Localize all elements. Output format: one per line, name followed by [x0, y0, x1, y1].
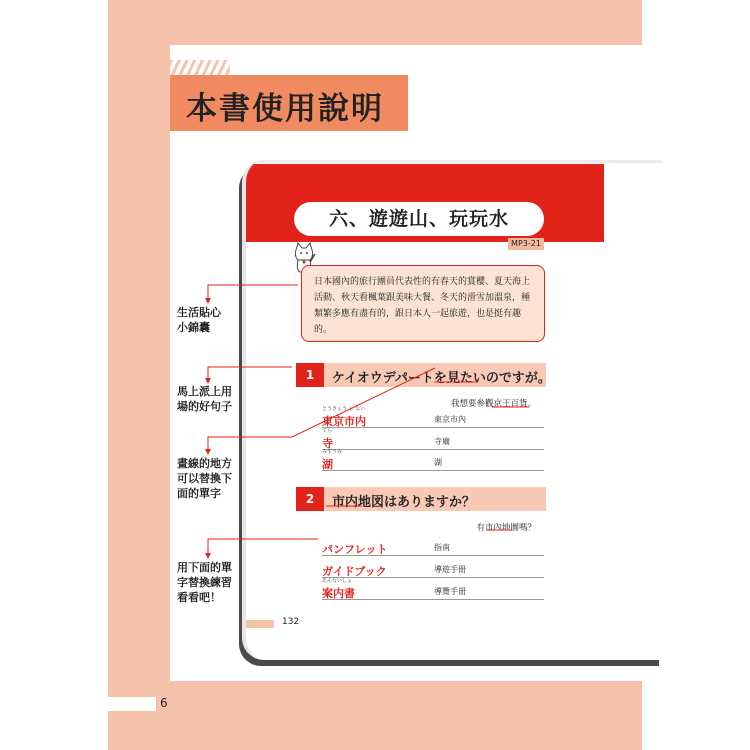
annotation-text: 用下面的單 字替換練習 看看吧！ [177, 561, 232, 604]
phrase-translation: 有市內地圖嗎？ [476, 523, 536, 533]
annotation-practice-words [177, 560, 232, 605]
vocab-word: 案内書 [322, 587, 355, 600]
annotation-text: 馬上派上用 場的好句子 [177, 385, 232, 413]
lesson-title: 六、遊遊山、玩玩水 [294, 202, 544, 236]
vocab-word: ガイドブック [322, 565, 387, 578]
sample-book-page [242, 160, 662, 660]
annotation-useful-phrases [177, 384, 232, 414]
vocab-word: パンフレット [322, 543, 388, 556]
mp3-track-badge: MP3-21 [508, 238, 544, 250]
vocab-ruby: あんないしょ [322, 578, 353, 584]
vocab-meaning: 東京市內 [434, 415, 466, 424]
book-page-number: 132 [282, 617, 300, 627]
vocab-word: 寺 [322, 437, 333, 450]
phrase-translation: 我想要參觀京王百貨。 [450, 399, 536, 409]
page-title: 本書使用說明 [186, 91, 384, 127]
phrase-japanese: 市内地図はありますか？ [332, 495, 476, 510]
annotation-text: 畫線的地方 可以替換下 面的單字 [177, 457, 232, 500]
phrase-number: 2 [296, 487, 324, 511]
life-tip-box: 日本國內的旅行團員代表性的有春天的賞櫻、夏天海上活動、秋天看楓葉跟美味大餐、冬天的滑雪加溫泉，種類繁多應有盡有的，跟日本人一起旅遊，也是挺有趣的。 [301, 265, 545, 342]
vocab-ruby: みずうみ [322, 449, 343, 455]
left-margin-band [108, 131, 170, 681]
vocab-meaning: 指南 [434, 543, 450, 552]
annotation-replaceable-parts [177, 456, 232, 501]
vocab-row [322, 451, 544, 471]
vocab-row [322, 536, 544, 556]
vocab-ruby: とうきょう し ない [322, 406, 366, 412]
folio-bar [108, 697, 156, 711]
vocab-ruby: てら [322, 428, 333, 434]
vocab-meaning: 寺廟 [434, 437, 450, 446]
page-number: 6 [160, 696, 168, 710]
book-folio-bar [246, 620, 274, 628]
phrase-number: 1 [296, 363, 324, 387]
book-top-rule [246, 160, 662, 163]
phrase-japanese: ケイオウデパートを見たいのですが。 [332, 371, 551, 386]
vocab-row [322, 558, 544, 578]
vocab-meaning: 導遊手冊 [434, 565, 466, 574]
vocab-row [322, 408, 544, 428]
vocab-meaning: 湖 [434, 458, 442, 467]
annotation-text: 生活貼心 小錦囊 [177, 306, 221, 334]
annotation-life-tips [177, 305, 221, 335]
vocab-meaning: 導覽手冊 [434, 587, 466, 596]
vocab-word: 湖 [322, 458, 333, 471]
vocab-row [322, 580, 544, 600]
vocab-row [322, 430, 544, 450]
phrase-bar-1 [296, 363, 551, 387]
phrase-bar-2 [296, 487, 546, 511]
vocab-word: 東京市内 [322, 415, 366, 428]
